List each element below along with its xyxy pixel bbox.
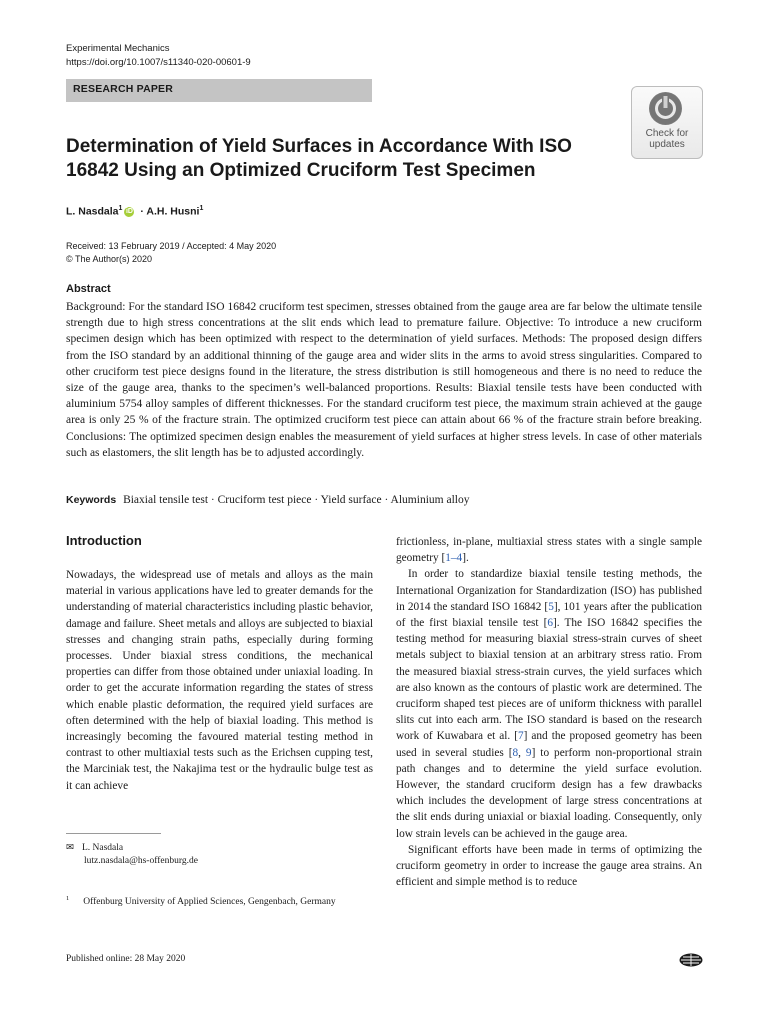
author-name[interactable]: L. Nasdala — [66, 205, 119, 218]
body-column-right — [396, 534, 702, 890]
keywords — [66, 494, 469, 506]
published-date: Published online: 28 May 2020 — [66, 954, 186, 964]
affiliation — [66, 893, 356, 909]
affiliation-marker: 1 — [118, 205, 123, 212]
check-for-updates-button[interactable] — [631, 86, 703, 159]
journal-name: Experimental Mechanics — [66, 43, 170, 54]
contact-email[interactable]: lutz.nasdala@hs-offenburg.de — [84, 855, 198, 866]
check-updates-label: Check for updates — [645, 128, 689, 150]
article-dates — [66, 240, 276, 265]
citation-link[interactable]: 5 — [548, 600, 554, 613]
author-separator: · — [137, 205, 147, 218]
citation-link[interactable]: 6 — [547, 617, 554, 630]
body-column-left: Nowadays, the widespread use of metals and alloys as the main material in various applications have led to greater demands for the understanding of material characteristics including plastic behavior, damage and failure. Sheet metals and alloys are subjected to biaxial stresses and changing strain paths, especially during forming processes. Under biaxial stress conditions, the mechanical properties can differ from those obtained under uniaxial loading. In order to get the accurate information regarding the states of stress which enable plastic deformation, the required yield surfaces are often determined with the help of biaxial loading. This method is increasingly becoming the favoured material testing method in contrast to other multiaxial tests such as the Erichsen cupping test, the Marciniak test, the Nakajima test or the hydraulic bulge test as it can achieve — [66, 569, 373, 792]
author-name[interactable]: A.H. Husni — [146, 205, 200, 218]
citation-link[interactable]: 1–4 — [445, 552, 463, 565]
paragraph: frictionless, in-plane, multiaxial stress states with a single sample geometry [1–4]. — [396, 536, 702, 565]
affiliation-text: Offenburg University of Applied Sciences, Gengenbach, Germany — [83, 897, 336, 908]
keywords-list: Biaxial tensile test · Cruciform test piece · Yield surface · Aluminium alloy — [123, 494, 470, 506]
doi-link[interactable]: https://doi.org/10.1007/s11340-020-00601-9 — [66, 57, 251, 68]
paragraph: Significant efforts have been made in terms of optimizing the cruciform geometry in order to increase the gauge area strains. An efficient and simple method is to reduce — [396, 843, 702, 889]
sem-logo-icon — [679, 953, 703, 967]
footnote-divider — [66, 833, 161, 834]
crossmark-icon — [649, 92, 682, 125]
copyright: © The Author(s) 2020 — [66, 253, 153, 264]
contact-name: L. Nasdala — [81, 843, 124, 853]
keywords-label: Keywords — [66, 494, 117, 506]
citation-link[interactable]: 9 — [525, 746, 532, 759]
section-banner — [66, 79, 372, 102]
article-title: Determination of Yield Surfaces in Accordance With ISO 16842 Using an Optimized Cruciform Test Specimen — [66, 136, 572, 181]
affiliation-marker: 1 — [199, 205, 204, 212]
section-heading-introduction: Introduction — [66, 533, 142, 548]
paragraph: In order to standardize biaxial tensile testing methods, the International Organization for Standardization (ISO) has published in 2014 the standard ISO 16842 [5], 101 years after the publication of the first biaxial tensile test [6]. The ISO 16842 specifies the testing method for measuring biaxial stress-strain curves of sheet metals subject to biaxial tension at an arbitrary stress ratio. From the measured biaxial stress-strain curves, the yield surfaces which are also known as the contours of plastic work are determined. The cruciform shaped test pieces are of uniform thickness with parallel slits cut into each arm. The ISO standard is based on the research work of Kuwabara et al. [7] and the proposed geometry has been used in several studies [8, 9] to perform non-proportional strain path changes and to determine the yield surface evolution. However, the standard cruciform design has a few drawbacks which includes the development of large stress concentrations at the slit ends during uniaxial or biaxial loading. Consequently, only low strain levels can be achieved in the gauge area. — [396, 568, 702, 840]
author-list — [66, 205, 203, 218]
abstract-text: Background: For the standard ISO 16842 cruciform test specimen, stresses obtained from the gauge area are far below the ultimate tensile strength due to high stress concentrations at the slit ends which lead to premature failure. Objective: To introduce a new cruciform specimen design which has been optimized with respect to the determination of yield surfaces. Methods: The proposed design differs from the ISO standard by an additional thinning of the gauge area and wider slits in the arms to avoid stress singularities. Compared to other cruciform test piece designs found in the literature, the stress distribution is still homogeneous and there is no need to reduce the size of the gauge area, thanks to the specimen’s well-balanced proportions. Results: Biaxial tensile tests have been conducted with aluminium 5754 alloy samples of different thicknesses. For the standard cruciform test piece, the maximum strain achieved at the gauge area is only 25 % of the fracture strain. The optimized cruciform test piece can attain about 66 % of the fracture strain before breaking. Conclusions: The optimized specimen design enables the measurement of yield surfaces at higher stress levels. In case of other materials such as elastomers, the slit length has be to adjusted accordingly. — [66, 301, 702, 459]
section-label: RESEARCH PAPER — [73, 83, 174, 95]
envelope-icon: ✉ — [66, 843, 74, 853]
citation-link[interactable]: 7 — [517, 730, 524, 743]
abstract-heading: Abstract — [66, 283, 111, 295]
citation-link[interactable]: 8 — [512, 746, 519, 759]
orcid-icon[interactable]: iD — [125, 207, 133, 215]
affiliation-number: 1 — [66, 895, 70, 902]
received-accepted: Received: 13 February 2019 / Accepted: 4 May 2020 — [66, 241, 277, 251]
corresponding-author — [66, 842, 198, 867]
journal-header — [66, 42, 251, 70]
